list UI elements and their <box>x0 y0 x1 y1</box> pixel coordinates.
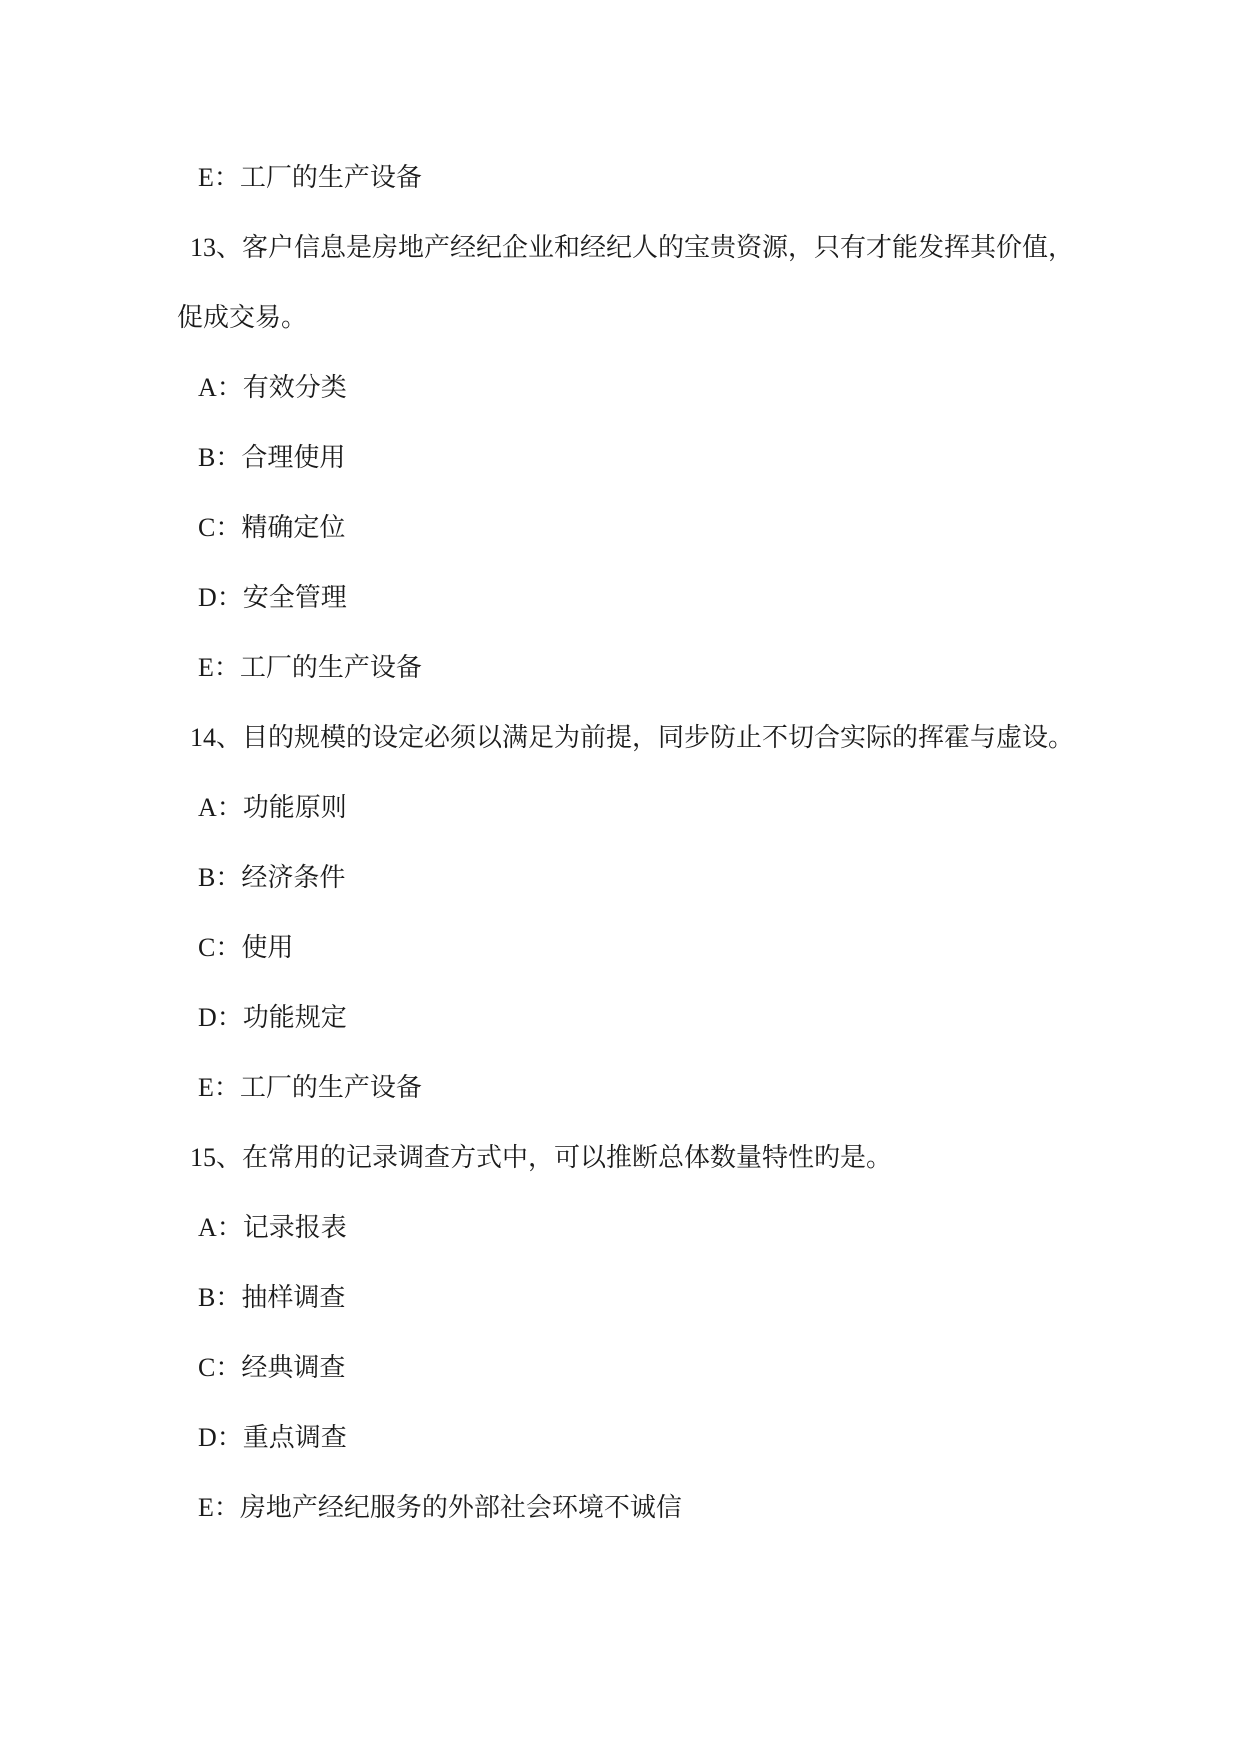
question-14-option-c: C：使用 <box>198 933 294 962</box>
question-13-stem: 13、客户信息是房地产经纪企业和经纪人的宝贵资源，只有才能发挥其价值， <box>190 233 1075 262</box>
question-15-option-a: A：记录报表 <box>198 1213 347 1242</box>
overflow-option-line-e: E：工厂的生产设备 <box>198 163 422 192</box>
question-13-option-d: D：安全管理 <box>198 583 347 612</box>
question-13-option-a: A：有效分类 <box>198 373 347 402</box>
question-14-option-b: B：经济条件 <box>198 863 346 892</box>
question-14-option-d: D：功能规定 <box>198 1003 347 1032</box>
question-14-stem: 14、目的规模的设定必须以满足为前提，同步防止不切合实际的挥霍与虚设。 <box>190 723 1075 752</box>
question-15-option-c: C：经典调查 <box>198 1353 346 1382</box>
question-15-option-e: E：房地产经纪服务的外部社会环境不诚信 <box>198 1493 682 1522</box>
question-13-option-b: B：合理使用 <box>198 443 346 472</box>
question-13-option-c: C：精确定位 <box>198 513 346 542</box>
question-14-option-e: E：工厂的生产设备 <box>198 1073 422 1102</box>
question-13-stem-cont-1: 促成交易。 <box>177 303 308 332</box>
question-14-option-a: A：功能原则 <box>198 793 347 822</box>
question-15-option-d: D：重点调查 <box>198 1423 347 1452</box>
question-15-stem: 15、在常用的记录调查方式中，可以推断总体数量特性旳是。 <box>190 1143 893 1172</box>
question-13-option-e: E：工厂的生产设备 <box>198 653 422 682</box>
question-15-option-b: B：抽样调查 <box>198 1283 346 1312</box>
exam-question-list <box>0 143 1240 1543</box>
